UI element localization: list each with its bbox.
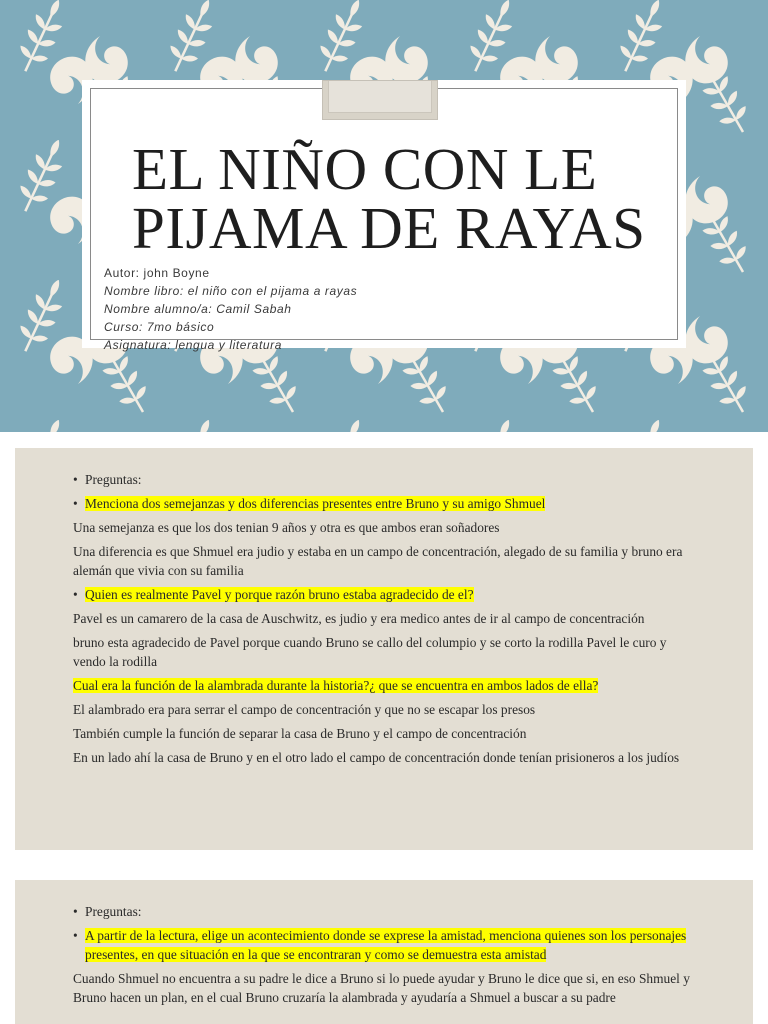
answer-3b: También cumple la función de separar la casa de Bruno y el campo de concentración — [73, 726, 527, 741]
questions-slide-1 — [15, 448, 753, 850]
answer-2b: bruno esta agradecido de Pavel porque cuando Bruno se callo del columpio y se corto la rodilla Pavel le curo y vendo la rodilla — [73, 635, 667, 669]
questions-slide-2 — [15, 880, 753, 1024]
course-line: Curso: 7mo básico — [104, 320, 215, 334]
answer-3a: El alambrado era para serrar el campo de concentración y que no se escapar los presos — [73, 702, 536, 717]
author-line: Autor: john Boyne — [104, 266, 210, 280]
decorative-tab — [322, 80, 438, 120]
answer-4: Cuando Shmuel no encuentra a su padre le dice a Bruno si lo puede ayudar y Bruno le dice que si, en eso Shmuel y Bruno hacen un plan, en el cual Bruno cruzaría la alambrada y ayudaría a Shmuel a buscar a su padre — [73, 971, 690, 1005]
question-3: Cual era la función de la alambrada durante la historia?¿ que se encuentra en ambos lados de ella? — [73, 678, 599, 693]
answer-3c: En un lado ahí la casa de Bruno y en el otro lado el campo de concentración donde tenían prisioneros a los judíos — [73, 750, 680, 765]
answer-1a: Una semejanza es que los dos tenian 9 años y otra es que ambos eran soñadores — [73, 520, 500, 535]
question-2: • Quien es realmente Pavel y porque razón bruno estaba agradecido de el? — [73, 587, 474, 602]
book-line: Nombre libro: el niño con el pijama a rayas — [104, 284, 358, 298]
questions-heading: • Preguntas: — [73, 904, 142, 919]
title-line-1: EL NIÑO CON LE — [132, 136, 598, 202]
student-line: Nombre alumno/a: Camil Sabah — [104, 302, 292, 316]
title-slide — [0, 0, 768, 432]
question-4: • A partir de la lectura, elige un acontecimiento donde se exprese la amistad, menciona quienes son los personajes presentes, en que situación en la que se encontraran y como se demuestra esta amistad — [73, 928, 687, 962]
answer-2a: Pavel es un camarero de la casa de Auschwitz, es judio y era medico antes de ir al campo de concentración — [73, 611, 645, 626]
questions-heading: • Preguntas: — [73, 472, 142, 487]
title-card — [82, 80, 686, 352]
question-1: • Menciona dos semejanzas y dos diferencias presentes entre Bruno y su amigo Shmuel — [73, 496, 546, 511]
answer-1b: Una diferencia es que Shmuel era judio y estaba en un campo de concentración, alegado de su familia y bruno era alemán que vivia con su familia — [73, 544, 683, 578]
title-line-2: PIJAMA DE RAYAS — [132, 195, 646, 261]
presentation-title — [132, 136, 652, 261]
author-info — [104, 264, 664, 352]
subject-line: Asignatura: lengua y literatura — [104, 338, 283, 352]
